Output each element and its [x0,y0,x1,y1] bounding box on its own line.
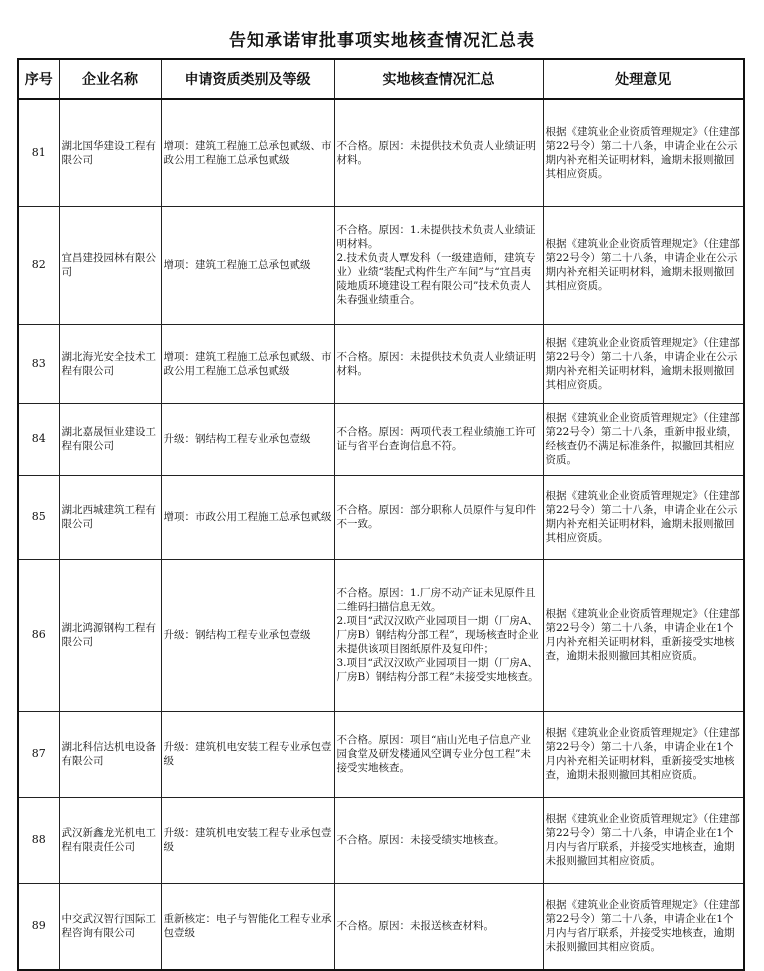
cell-opinion: 根据《建筑业企业资质管理规定》（住建部第22号令）第二十八条，申请企业在公示期内补充相关证明材料，逾期未报则撤回其相应资质。 [543,475,744,559]
cell-qualification: 升级：钢结构工程专业承包壹级 [161,559,334,711]
cell-company: 武汉新鑫龙光机电工程有限责任公司 [59,797,161,883]
table-row [18,206,744,324]
cell-seq: 88 [18,797,59,883]
column-header-seq: 序号 [18,59,59,99]
cell-seq: 82 [18,206,59,324]
cell-opinion: 根据《建筑业企业资质管理规定》（住建部第22号令）第二十八条，申请企业在公示期内补充相关证明材料，逾期未报则撤回其相应资质。 [543,99,744,206]
cell-opinion: 根据《建筑业企业资质管理规定》（住建部第22号令）第二十八条，申请企业在1个月内与省厅联系，并接受实地核查，逾期未报则撤回其相应资质。 [543,883,744,970]
cell-seq: 86 [18,559,59,711]
cell-qualification: 重新核定：电子与智能化工程专业承包壹级 [161,883,334,970]
cell-qualification: 增项：建筑工程施工总承包贰级、市政公用工程施工总承包贰级 [161,324,334,403]
cell-opinion: 根据《建筑业企业资质管理规定》（住建部第22号令）第二十八条，申请企业在公示期内补充相关证明材料，逾期未报则撤回其相应资质。 [543,206,744,324]
cell-finding: 不合格。原因：1.未提供技术负责人业绩证明材料。 2.技术负责人覃发科（一级建造师，建筑专业）业绩“装配式构件生产车间”与“宜昌夷陵地质环境建设工程有限公司”技术负责人朱春强业绩重合。 [334,206,543,324]
cell-finding: 不合格。原因：未提供技术负责人业绩证明材料。 [334,324,543,403]
cell-company: 湖北海光安全技术工程有限公司 [59,324,161,403]
verification-table [17,58,745,971]
cell-company: 湖北国华建设工程有限公司 [59,99,161,206]
cell-finding: 不合格。原因：项目“庙山光电子信息产业园食堂及研发楼通风空调专业分包工程”未接受实地核查。 [334,711,543,797]
cell-finding: 不合格。原因：两项代表工程业绩施工许可证与省平台查询信息不符。 [334,403,543,475]
cell-company: 湖北鸿源钢构工程有限公司 [59,559,161,711]
cell-finding: 不合格。原因：未接受绩实地核查。 [334,797,543,883]
cell-opinion: 根据《建筑业企业资质管理规定》（住建部第22号令）第二十八条，申请企业在1个月内补充相关证明材料，重新接受实地核查，逾期未报则撤回其相应资质。 [543,711,744,797]
table-row [18,559,744,711]
cell-opinion: 根据《建筑业企业资质管理规定》（住建部第22号令）第二十八条，申请企业在1个月内与省厅联系，并接受实地核查，逾期未报则撤回其相应资质。 [543,797,744,883]
cell-finding: 不合格。原因：1.厂房不动产证未见原件且二维码扫描信息无效。 2.项目“武汉汉欧产业园项目一期（厂房A、厂房B）钢结构分部工程”，现场核查时企业未提供该项目图纸原件及复印件； 3.项目“武汉汉欧产业园项目一期（厂房A、厂房B）钢结构分部工程”未接受实地核查。 [334,559,543,711]
cell-seq: 81 [18,99,59,206]
cell-qualification: 升级：建筑机电安装工程专业承包壹级 [161,711,334,797]
cell-company: 湖北嘉晟恒业建设工程有限公司 [59,403,161,475]
cell-company: 湖北西城建筑工程有限公司 [59,475,161,559]
cell-opinion: 根据《建筑业企业资质管理规定》（住建部第22号令）第二十八条，申请企业在公示期内补充相关证明材料，逾期未报则撤回其相应资质。 [543,324,744,403]
column-header-qualification: 申请资质类别及等级 [161,59,334,99]
column-header-finding: 实地核查情况汇总 [334,59,543,99]
cell-seq: 85 [18,475,59,559]
cell-qualification: 增项：建筑工程施工总承包贰级 [161,206,334,324]
cell-opinion: 根据《建筑业企业资质管理规定》（住建部第22号令）第二十八条，申请企业在1个月内补充相关证明材料，重新接受实地核查，逾期未报则撤回其相应资质。 [543,559,744,711]
table-row [18,403,744,475]
document-title: 告知承诺审批事项实地核查情况汇总表 [229,31,535,51]
cell-finding: 不合格。原因：未提供技术负责人业绩证明材料。 [334,99,543,206]
column-header-opinion: 处理意见 [543,59,744,99]
cell-seq: 84 [18,403,59,475]
table-header-row [18,59,744,99]
table-row [18,475,744,559]
cell-qualification: 增项：市政公用工程施工总承包贰级 [161,475,334,559]
cell-finding: 不合格。原因：部分职称人员原件与复印件不一致。 [334,475,543,559]
table-row [18,711,744,797]
cell-opinion: 根据《建筑业企业资质管理规定》（住建部第22号令）第二十八条，重新申报业绩，经核查仍不满足标准条件，拟撤回其相应资质。 [543,403,744,475]
table-row [18,797,744,883]
table-row [18,99,744,206]
cell-finding: 不合格。原因：未报送核查材料。 [334,883,543,970]
cell-seq: 83 [18,324,59,403]
table-row [18,883,744,970]
cell-company: 湖北科信达机电设备有限公司 [59,711,161,797]
table-row [18,324,744,403]
cell-qualification: 增项：建筑工程施工总承包贰级、市政公用工程施工总承包贰级 [161,99,334,206]
cell-seq: 87 [18,711,59,797]
cell-company: 中交武汉智行国际工程咨询有限公司 [59,883,161,970]
cell-qualification: 升级：建筑机电安装工程专业承包壹级 [161,797,334,883]
column-header-company: 企业名称 [59,59,161,99]
cell-seq: 89 [18,883,59,970]
cell-qualification: 升级：钢结构工程专业承包壹级 [161,403,334,475]
cell-company: 宜昌建投园林有限公司 [59,206,161,324]
